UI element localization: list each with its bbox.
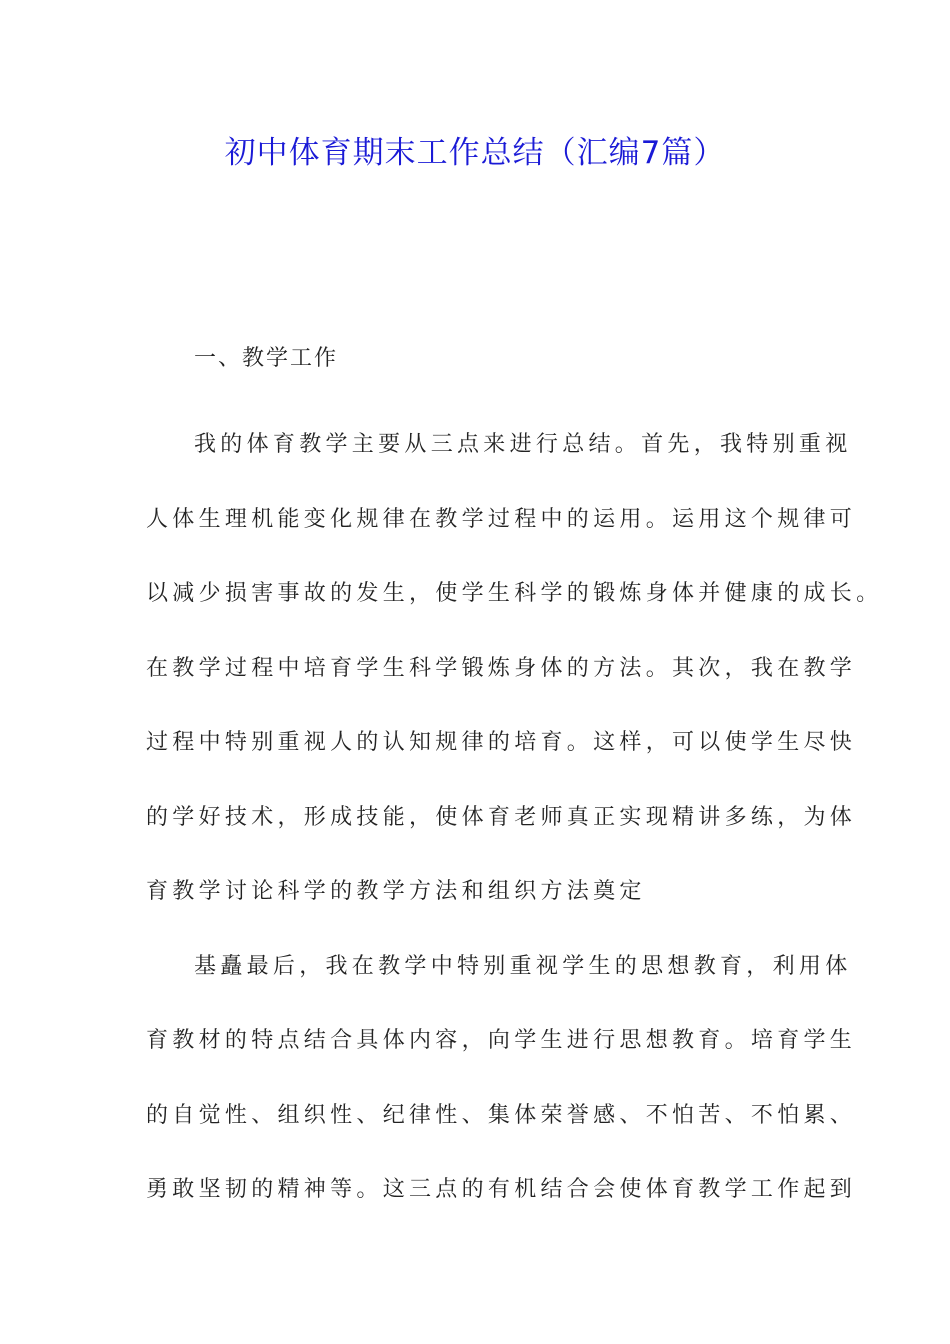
document-title: 初中体育期末工作总结（汇编7篇） <box>224 135 726 171</box>
paragraph-line: 我的体育教学主要从三点来进行总结。首先，我特别重视 <box>194 432 852 457</box>
paragraph-line: 的自觉性、组织性、纪律性、集体荣誉感、不怕苦、不怕累、 <box>146 1102 857 1128</box>
paragraph-line: 以减少损害事故的发生，使学生科学的锻炼身体并健康的成长。 <box>146 581 883 606</box>
document-body <box>146 334 883 1228</box>
section-heading: 一、教学工作 <box>194 346 339 371</box>
paragraph-line: 勇敢坚韧的精神等。这三点的有机结合会使体育教学工作起到 <box>146 1177 857 1202</box>
paragraph-1 <box>146 408 883 930</box>
paragraph-line: 育教学讨论科学的教学方法和组织方法奠定 <box>146 879 646 904</box>
paragraph-2 <box>146 930 857 1228</box>
paragraph-line: 的学好技术，形成技能，使体育老师真正实现精讲多练，为体 <box>146 804 857 830</box>
paragraph-line: 育教材的特点结合具体内容，向学生进行思想教育。培育学生 <box>146 1028 857 1053</box>
paragraph-line: 基矗最后，我在教学中特别重视学生的思想教育，利用体 <box>194 953 852 979</box>
paragraph-line: 过程中特别重视人的认知规律的培育。这样，可以使学生尽快 <box>146 730 857 755</box>
paragraph-line: 在教学过程中培育学生科学锻炼身体的方法。其次，我在教学 <box>146 655 857 681</box>
paragraph-line: 人体生理机能变化规律在教学过程中的运用。运用这个规律可 <box>146 506 857 532</box>
